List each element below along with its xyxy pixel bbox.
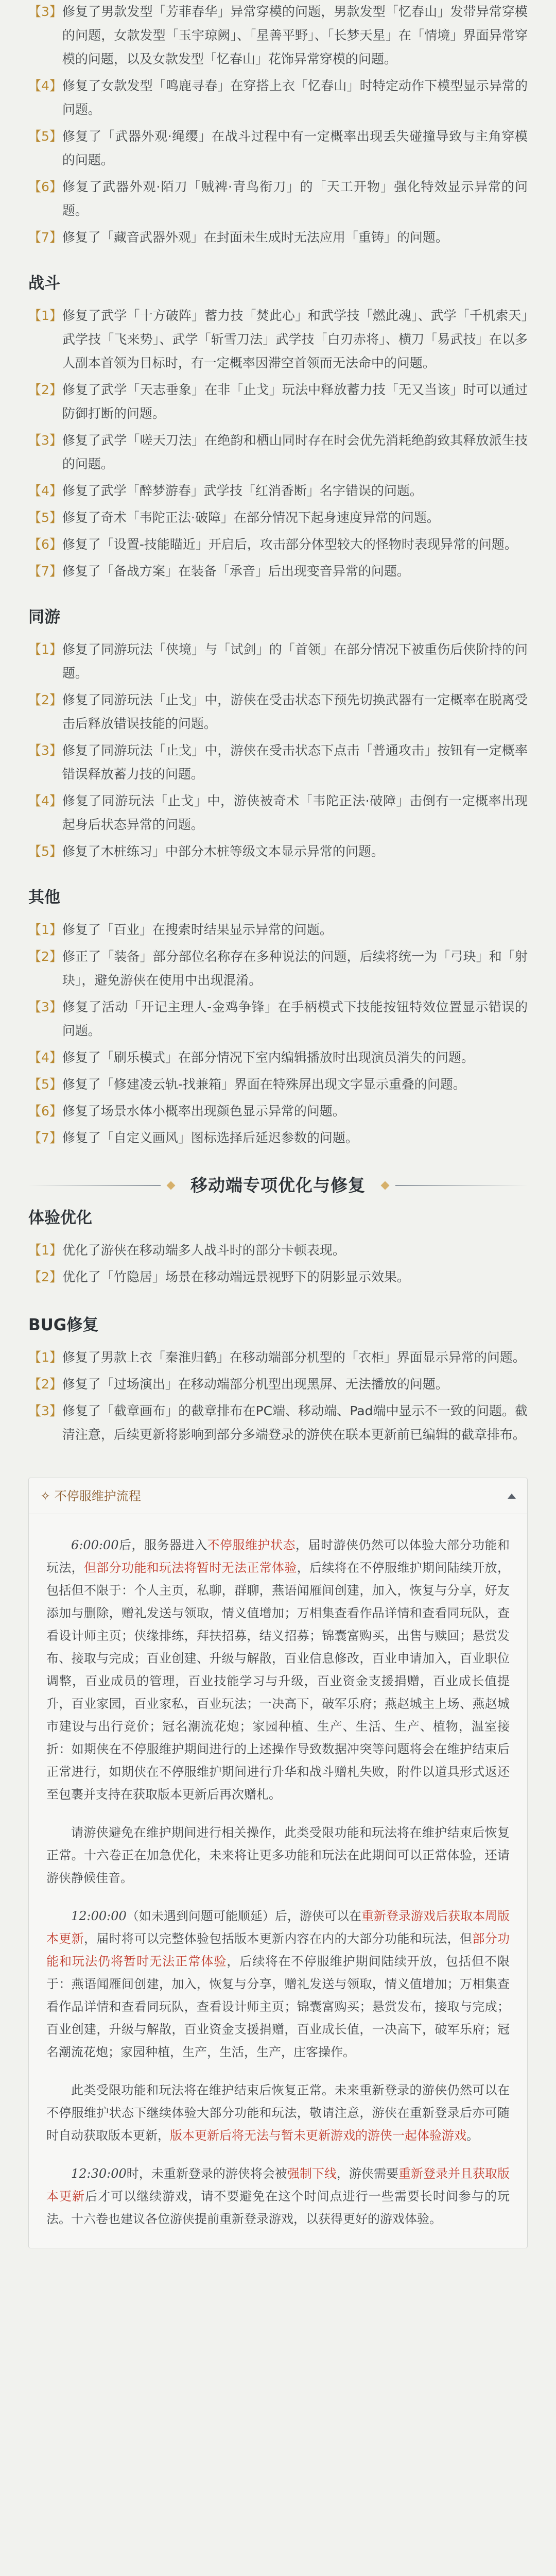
list-item [28, 0, 528, 71]
list-item-number: 【7】 [28, 1130, 62, 1145]
list-item [28, 945, 528, 992]
paragraph-text: （如未遇到问题可能顺延）后，游侠可以在 [126, 1909, 361, 1923]
list-item-number: 【5】 [28, 1077, 62, 1092]
list-item-number: 【2】 [28, 949, 62, 964]
list-item-number: 【5】 [28, 129, 62, 144]
list-item [28, 1046, 528, 1070]
list-item-text: 修复了同游玩法「侠境」与「试剑」的「首领」在部分情况下被重伤后侠阶持的问题。 [62, 642, 528, 681]
paragraph-text: ，届时游侠仍然可以体验大部分功能和玩法， [46, 1538, 510, 1575]
section-title-bugfix: BUG修复 [28, 1316, 99, 1334]
list-item [28, 1099, 528, 1123]
maintenance-collapse-body [29, 1514, 527, 2248]
list-item [28, 1265, 528, 1289]
paragraph-text: ，届时将可以完整体验包括版本更新内容在内的大部分功能和玩法，但 [84, 1931, 473, 1946]
time-label: 12:00:00 [71, 1909, 127, 1923]
list-item-number: 【6】 [28, 1104, 62, 1118]
list-item-text: 修复了女款发型「鸣鹿寻春」在穿搭上衣「忆春山」时特定动作下模型显示异常的问题。 [62, 78, 528, 117]
list-item-number: 【1】 [28, 1350, 62, 1365]
list-item-number: 【4】 [28, 1050, 62, 1065]
section-title-coop: 同游 [28, 608, 60, 626]
list-item-number: 【1】 [28, 1243, 62, 1258]
list-item-text: 修复了木桩练习」中部分木桩等级文本显示异常的问题。 [62, 844, 384, 859]
maintenance-collapse-title: ✧ 不停服维护流程 [40, 1488, 141, 1503]
list-item [28, 739, 528, 786]
list-item-number: 【1】 [28, 642, 62, 657]
mobile-divider-title: 移动端专项优化与修复 [190, 1175, 366, 1195]
paragraph-text: 时，未重新登录的游侠将会被 [126, 2166, 287, 2181]
paragraph-text: 后，服务器进入 [118, 1538, 207, 1552]
list-item [28, 560, 528, 583]
maintenance-collapse-panel [28, 1478, 528, 2248]
paragraph-text: ，后续将在不停服维护期间陆续开放，包括但不限于：燕语闻雁间创建，加入，恢复与分享，赠礼发送与领取，情义值增加；万相集查看作品详情和查看同玩队，查看设计师主页；锦囊富购买；悬赏发布，接取与完成；百业创建，升级与解散，百业资金支援捐赠，百业成长值，一决高下，破军乐府；冠名潮流花炮；家园种植，生产，生活，生产，庄客操作。 [46, 1954, 510, 2059]
maintenance-collapse-header[interactable] [29, 1478, 527, 1514]
list-item-text: 修复了武器外观·陌刀「贼裨·青鸟衔刀」的「天工开物」强化特效显示异常的问题。 [62, 179, 528, 218]
list-item-text: 修复了「修建凌云轨-找兼箱」界面在特殊屏出现文字显示重叠的问题。 [62, 1077, 466, 1092]
highlight-text: 重新登录游戏后获取本周版本更新 [46, 1909, 510, 1946]
list-item [28, 175, 528, 223]
list-item-text: 修复了同游玩法「止戈」中，游侠在受击状态下点击「普通攻击」按钮有一定概率错误释放蓄力技的问题。 [62, 743, 528, 782]
list-item [28, 1399, 528, 1447]
list-item [28, 304, 528, 375]
list-item [28, 479, 528, 503]
list-item-text: 修复了「自定义画风」图标选择后延迟参数的问题。 [62, 1130, 358, 1145]
list-item-number: 【2】 [28, 1377, 62, 1392]
list-item-text: 修复了活动「开记主理人-金鸡争锋」在手柄模式下技能按钮特效位置显示错误的问题。 [62, 999, 528, 1038]
list-item-number: 【3】 [28, 433, 62, 448]
list-item [28, 429, 528, 476]
list-item-text: 优化了「竹隐居」场景在移动端远景视野下的阴影显示效果。 [62, 1269, 410, 1284]
experience-section [28, 1205, 528, 1289]
bugfix-list [28, 1346, 528, 1447]
list-item-number: 【2】 [28, 382, 62, 397]
list-item-text: 修复了「刷乐模式」在部分情况下室内编辑播放时出现演员消失的问题。 [62, 1050, 474, 1065]
list-item-text: 优化了游侠在移动端多人战斗时的部分卡顿表现。 [62, 1243, 345, 1258]
highlight-text: 不停服维护状态 [207, 1538, 296, 1552]
list-item-text: 修复了「武器外观·绳缨」在战斗过程中有一定概率出现丢失碰撞导致与主角穿模的问题。 [62, 129, 528, 167]
list-item [28, 1372, 528, 1396]
paragraph-text: 此类受限功能和玩法将在维护结束后恢复正常。未来重新登录的游侠仍然可以在不停服维护状态下继续体验大部分功能和玩法，敬请注意，游侠在重新登录后亦可随时自动获取版本更新， [46, 2083, 510, 2143]
experience-list [28, 1239, 528, 1289]
combat-list [28, 304, 528, 583]
list-item [28, 1073, 528, 1096]
paragraph-text: 后才可以继续游戏，请不要避免在这个时间点进行一些需要长时间参与的玩法。十六卷也建议各位游侠提前重新登录游戏，以获得更好的游戏体验。 [46, 2189, 510, 2226]
appearance-section [28, 0, 528, 249]
paragraph-text: ，后续将在不停服维护期间陆续开放，包括但不限于：个人主页，私聊，群聊，燕语闻雁间创建，加入，恢复与分享，好友添加与删除，赠礼发送与领取，情义值增加；万相集查看作品详情和查看同玩队，查看设计师主页；侠缘排练，拜扶招募，结义招募；锦囊富购买，出售与赎回；悬赏发布、接取与完成；百业创建、升级与解散，百业信息修改，百业申请加入，百业职位调整，百业成员的管理，百业技能学习与升级，百业资金支援捐赠，百业成长值提升，百业家园，百业家私，百业玩法；一决高下，破军乐府；燕赵城主上场、燕赵城市建设与出行竞价；冠名潮流花炮；家园种植、生产、生活、生产、植物，温室接折：如期侠在不停服维护期间进行的上述操作导致数据冲突等问题将会在维护结束后正常进行，如期侠在不停服维护期间进行升华和战斗赠札失败，附件以道具形式返还至包裹并支持在获取版本更新后再次赠札。 [46, 1561, 510, 1802]
list-item [28, 378, 528, 426]
maintenance-paragraph-1 [46, 1534, 510, 1806]
list-item-text: 修复了男款发型「芳菲春华」异常穿模的问题，男款发型「忆春山」发带异常穿模的问题，女款发型「玉宇琼阙」、「星善平野」、「长梦天星」在「情境」界面异常穿模的问题，以及女款发型「忆春山」花饰异常穿模的问题。 [62, 4, 528, 66]
list-item-text: 修复了「备战方案」在装备「承音」后出现变音异常的问题。 [62, 564, 410, 579]
time-label: 6:00:00 [71, 1538, 119, 1552]
list-item [28, 74, 528, 122]
list-item-number: 【6】 [28, 179, 62, 194]
list-item-text: 修正了「装备」部分部位名称存在多种说法的问题，后续将统一为「弓玦」和「射玦」，避免游侠在使用中出现混淆。 [62, 949, 528, 988]
list-item-text: 修复了「过场演出」在移动端部分机型出现黑屏、无法播放的问题。 [62, 1377, 448, 1392]
list-item-number: 【5】 [28, 510, 62, 525]
list-item [28, 688, 528, 736]
diamond-icon [167, 1181, 176, 1190]
list-item-number: 【1】 [28, 922, 62, 937]
maintenance-paragraph-4 [46, 2079, 510, 2147]
section-title-experience: 体验优化 [28, 1209, 92, 1227]
list-item-number: 【3】 [28, 999, 62, 1014]
list-item [28, 840, 528, 863]
caret-up-icon[interactable] [508, 1494, 516, 1499]
list-item-text: 修复了武学「天志垂象」在非「止戈」玩法中释放蓄力技「无又当该」时可以通过防御打断的问题。 [62, 382, 528, 421]
highlight-text: 重新登录并且获取版本更新 [46, 2166, 510, 2204]
list-item-number: 【4】 [28, 78, 62, 93]
diamond-icon [381, 1181, 390, 1190]
list-item-number: 【3】 [28, 1403, 62, 1418]
highlight-text: 部分功能和玩法仍将暂时无法正常体验 [46, 1931, 510, 1969]
section-title-other: 其他 [28, 888, 60, 907]
list-item-text: 修复了「截章画布」的截章排布在PC端、移动端、Pad端中显示不一致的问题。截清注意，后续更新将影响到部分多端登录的游侠在联本更新前已编辑的截章排布。 [62, 1403, 528, 1442]
list-item-number: 【7】 [28, 564, 62, 579]
list-item-number: 【4】 [28, 793, 62, 808]
list-item-text: 修复了「设置-技能瞄近」开启后，攻击部分体型较大的怪物时表现异常的问题。 [62, 537, 517, 552]
list-item-text: 修复了武学「十方破阵」蓄力技「焚此心」和武学技「燃此魂」、武学「千机索天」武学技「飞来势」、武学「斩雪刀法」武学技「白刃赤将」、横刀「易武技」在以多人副本首领为目标时，有一定概率因滞空首领而无法命中的问题。 [62, 308, 528, 370]
coop-list [28, 638, 528, 863]
list-item-number: 【4】 [28, 483, 62, 498]
list-item [28, 789, 528, 837]
highlight-text: 但部分功能和玩法将暂时无法正常体验 [84, 1561, 297, 1575]
maintenance-paragraph-5 [46, 2162, 510, 2230]
list-item-number: 【1】 [28, 308, 62, 323]
list-item [28, 638, 528, 685]
list-item [28, 1346, 528, 1369]
coop-section [28, 604, 528, 863]
list-item [28, 995, 528, 1043]
list-item-text: 修复了武学「醉梦游春」武学技「红消香断」名字错误的问题。 [62, 483, 423, 498]
list-item-number: 【7】 [28, 230, 62, 245]
divider-line-left [28, 1185, 161, 1186]
list-item-text: 修复了男款上衣「秦淮归鹤」在移动端部分机型的「衣柜」界面显示异常的问题。 [62, 1350, 526, 1365]
bugfix-section [28, 1312, 528, 1447]
highlight-text: 强制下线 [287, 2166, 337, 2181]
list-item [28, 506, 528, 530]
list-item-number: 【3】 [28, 743, 62, 758]
list-item-text: 修复了同游玩法「止戈」中，游侠被奇术「韦陀正法·破障」击倒有一定概率出现起身后状态异常的问题。 [62, 793, 528, 832]
list-item-number: 【3】 [28, 4, 62, 19]
list-item-number: 【6】 [28, 537, 62, 552]
list-item [28, 1239, 528, 1262]
maintenance-paragraph-3 [46, 1905, 510, 2063]
paragraph-text: 。 [466, 2128, 479, 2143]
time-label: 12:30:00 [71, 2166, 127, 2181]
section-title-combat: 战斗 [28, 274, 60, 293]
other-list [28, 918, 528, 1150]
combat-section [28, 270, 528, 583]
list-item-text: 修复了「百业」在搜索时结果显示异常的问题。 [62, 922, 333, 937]
list-item [28, 125, 528, 172]
list-item-number: 【2】 [28, 692, 62, 707]
divider-line-right [395, 1185, 528, 1186]
mobile-divider [28, 1174, 528, 1197]
list-item-text: 修复了同游玩法「止戈」中，游侠在受击状态下预先切换武器有一定概率在脱离受击后释放错误技能的问题。 [62, 692, 528, 731]
highlight-text: 版本更新后将无法与暂未更新游戏的游侠一起体验游戏 [170, 2128, 466, 2143]
list-item [28, 918, 528, 942]
list-item-number: 【5】 [28, 844, 62, 859]
other-section [28, 884, 528, 1150]
list-item-text: 修复了「藏音武器外观」在封面未生成时无法应用「重铸」的问题。 [62, 230, 448, 245]
list-item [28, 1126, 528, 1150]
list-item [28, 226, 528, 249]
list-item-text: 修复了场景水体小概率出现颜色显示异常的问题。 [62, 1104, 345, 1118]
paragraph-text: ，游侠需要 [336, 2166, 398, 2181]
list-item-text: 修复了武学「嗟天刀法」在绝韵和栖山同时存在时会优先消耗绝韵致其释放派生技的问题。 [62, 433, 528, 471]
maintenance-paragraph-2: 请游侠避免在维护期间进行相关操作，此类受限功能和玩法将在维护结束后恢复正常。十六卷正在加急优化，未来将让更多功能和玩法在此期间可以正常体验，还请游侠静候佳音。 [46, 1825, 510, 1885]
list-item [28, 533, 528, 556]
list-item-text: 修复了奇术「韦陀正法·破障」在部分情况下起身速度异常的问题。 [62, 510, 440, 525]
list-item-number: 【2】 [28, 1269, 62, 1284]
